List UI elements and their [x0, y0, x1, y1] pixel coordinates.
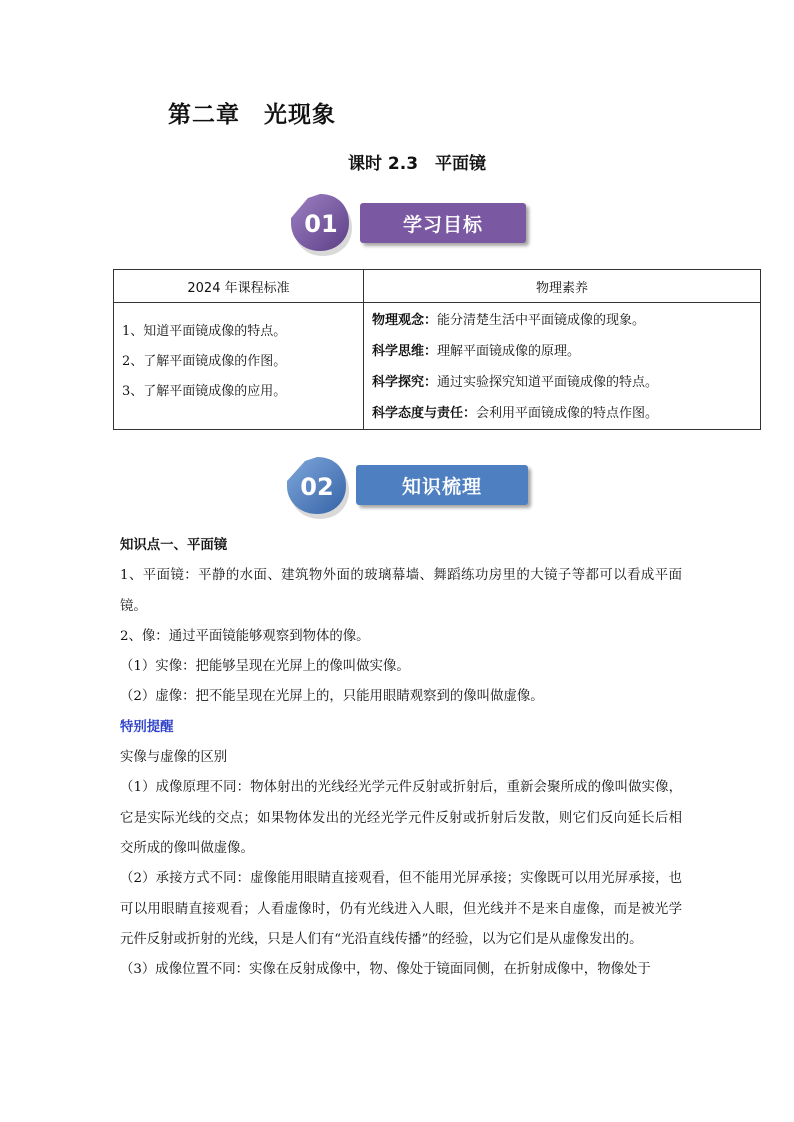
table-header-literacy: 物理素养 [364, 270, 761, 303]
svg-text:01: 01 [304, 210, 338, 238]
lesson-title: 课时 2.3 平面镜 [348, 154, 487, 174]
section-badge-learning-goals [288, 192, 533, 250]
list-item: 物理观念：能分清楚生活中平面镜成像的现象。 [372, 313, 646, 328]
section-number-badge-icon [283, 455, 353, 521]
list-item: 科学态度与责任：会利用平面镜成像的特点作图。 [372, 406, 659, 421]
list-item: 科学探究：通过实验探究知道平面镜成像的特点。 [372, 375, 659, 390]
list-item: 1、知道平面镜成像的特点。 [122, 324, 287, 339]
list-item: 科学思维：理解平面镜成像的原理。 [372, 344, 581, 359]
literacy-cell [364, 303, 761, 430]
knowledge-content [120, 531, 682, 985]
subheading: 实像与虚像的区别 [120, 750, 228, 766]
standards-cell [114, 303, 364, 430]
section-badge-knowledge [283, 455, 533, 517]
paragraph: （1）成像原理不同：物体射出的光线经光学元件反射或折射后，重新会聚所成的像叫做实像，它是实际光线的交点；如果物体发出的光经光学元件反射或折射后发散，则它们反向延长后相交所成的像叫做虚像。 [120, 780, 682, 856]
section-number-badge-icon [288, 192, 354, 258]
special-note-heading: 特别提醒 [120, 719, 174, 735]
paragraph: （2）承接方式不同：虚像能用眼睛直接观看，但不能用光屏承接；实像既可以用光屏承接，也可以用眼睛直接观看；人看虚像时，仍有光线进入人眼，但光线并不是来自虚像，而是被光学元件反射或折射的光线，只是人们有“光沿直线传播”的经验，以为它们是从虚像发出的。 [120, 871, 682, 947]
curriculum-table [113, 269, 761, 430]
list-item: 3、了解平面镜成像的应用。 [122, 384, 287, 399]
paragraph: （1）实像：把能够呈现在光屏上的像叫做实像。 [120, 659, 410, 675]
chapter-title: 第二章 光现象 [168, 102, 336, 128]
knowledge-point-heading: 知识点一、平面镜 [120, 538, 228, 553]
paragraph: （3）成像位置不同：实像在反射成像中，物、像处于镜面同侧，在折射成像中，物像处于 [120, 962, 651, 978]
section-label: 学习目标 [360, 203, 526, 243]
list-item: 2、了解平面镜成像的作图。 [122, 354, 287, 369]
svg-text:02: 02 [300, 473, 334, 501]
section-label: 知识梳理 [356, 465, 528, 505]
paragraph: （2）虚像：把不能呈现在光屏上的，只能用眼睛观察到的像叫做虚像。 [120, 689, 544, 705]
paragraph: 1、平面镜：平静的水面、建筑物外面的玻璃幕墙、舞蹈练功房里的大镜子等都可以看成平面镜。 [120, 568, 682, 614]
table-header-standards: 2024 年课程标准 [114, 270, 364, 303]
paragraph: 2、像：通过平面镜能够观察到物体的像。 [120, 628, 370, 644]
